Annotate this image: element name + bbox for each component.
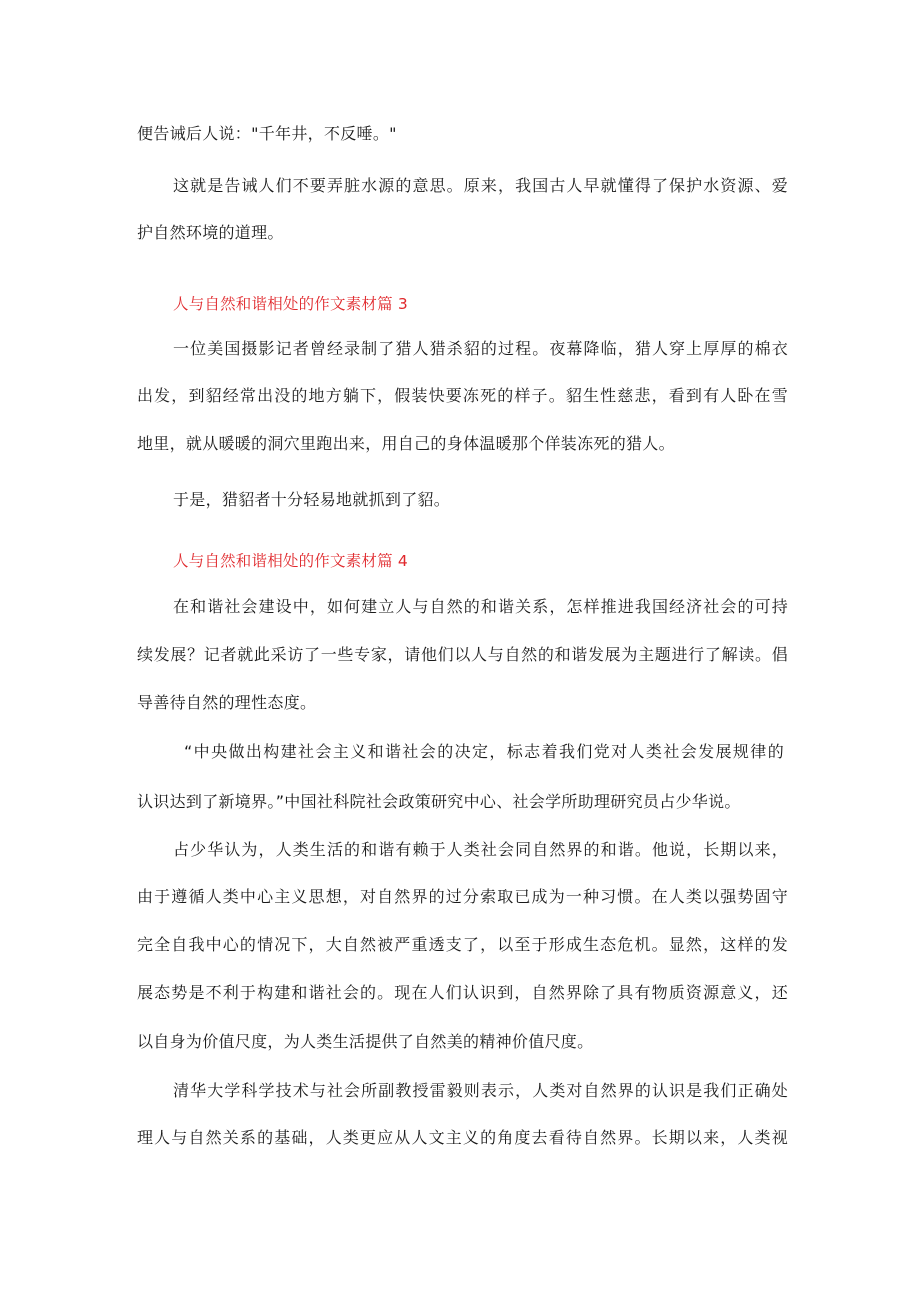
paragraph-line: 续发展？记者就此采访了一些专家，请他们以人与自然的和谐发展为主题进行了解读。倡 xyxy=(137,645,788,664)
paragraph-line: 护自然环境的道理。 xyxy=(137,223,284,242)
paragraph-line: 展态势是不利于构建和谐社会的。现在人们认识到，自然界除了具有物质资源意义，还 xyxy=(137,983,788,1002)
paragraph-line: “中央做出构建社会主义和谐社会的决定，标志着我们党对人类社会发展规律的 xyxy=(184,742,784,761)
paragraph-line: 在和谐社会建设中，如何建立人与自然的和谐关系，怎样推进我国经济社会的可持 xyxy=(173,597,788,616)
paragraph-line: 一位美国摄影记者曾经录制了猎人猎杀貂的过程。夜幕降临，猎人穿上厚厚的棉衣 xyxy=(173,339,788,358)
section-heading-3: 人与自然和谐相处的作文素材篇 3 xyxy=(173,295,408,313)
paragraph-line: 清华大学科学技术与社会所副教授雷毅则表示，人类对自然界的认识是我们正确处 xyxy=(173,1081,788,1100)
paragraph-line: 占少华认为，人类生活的和谐有赖于人类社会同自然界的和谐。他说，长期以来， xyxy=(173,840,788,859)
paragraph-line: 由于遵循人类中心主义思想，对自然界的过分索取已成为一种习惯。在人类以强势固守 xyxy=(137,887,788,906)
paragraph-line: 地里，就从暖暖的洞穴里跑出来，用自己的身体温暖那个佯装冻死的猎人。 xyxy=(137,434,675,453)
paragraph-line: 认识达到了新境界。”中国社科院社会政策研究中心、社会学所助理研究员占少华说。 xyxy=(137,792,741,811)
paragraph-line: 于是，猎貂者十分轻易地就抓到了貂。 xyxy=(173,490,451,509)
paragraph-line: 这就是告诫人们不要弄脏水源的意思。原来，我国古人早就懂得了保护水资源、爱 xyxy=(173,176,788,195)
section-heading-4: 人与自然和谐相处的作文素材篇 4 xyxy=(173,552,408,570)
paragraph-line: 完全自我中心的情况下，大自然被严重透支了，以至于形成生态危机。显然，这样的发 xyxy=(137,935,788,954)
paragraph-line: 理人与自然关系的基础，人类更应从人文主义的角度去看待自然界。长期以来，人类视 xyxy=(137,1128,788,1147)
paragraph-line: 以自身为价值尺度，为人类生活提供了自然美的精神价值尺度。 xyxy=(137,1032,594,1051)
paragraph-line: 便告诫后人说："千年井，不反唾。" xyxy=(137,124,397,143)
paragraph-line: 导善待自然的理性态度。 xyxy=(137,693,317,712)
paragraph-line: 出发，到貂经常出没的地方躺下，假装快要冻死的样子。貂生性慈悲，看到有人卧在雪 xyxy=(137,386,788,405)
